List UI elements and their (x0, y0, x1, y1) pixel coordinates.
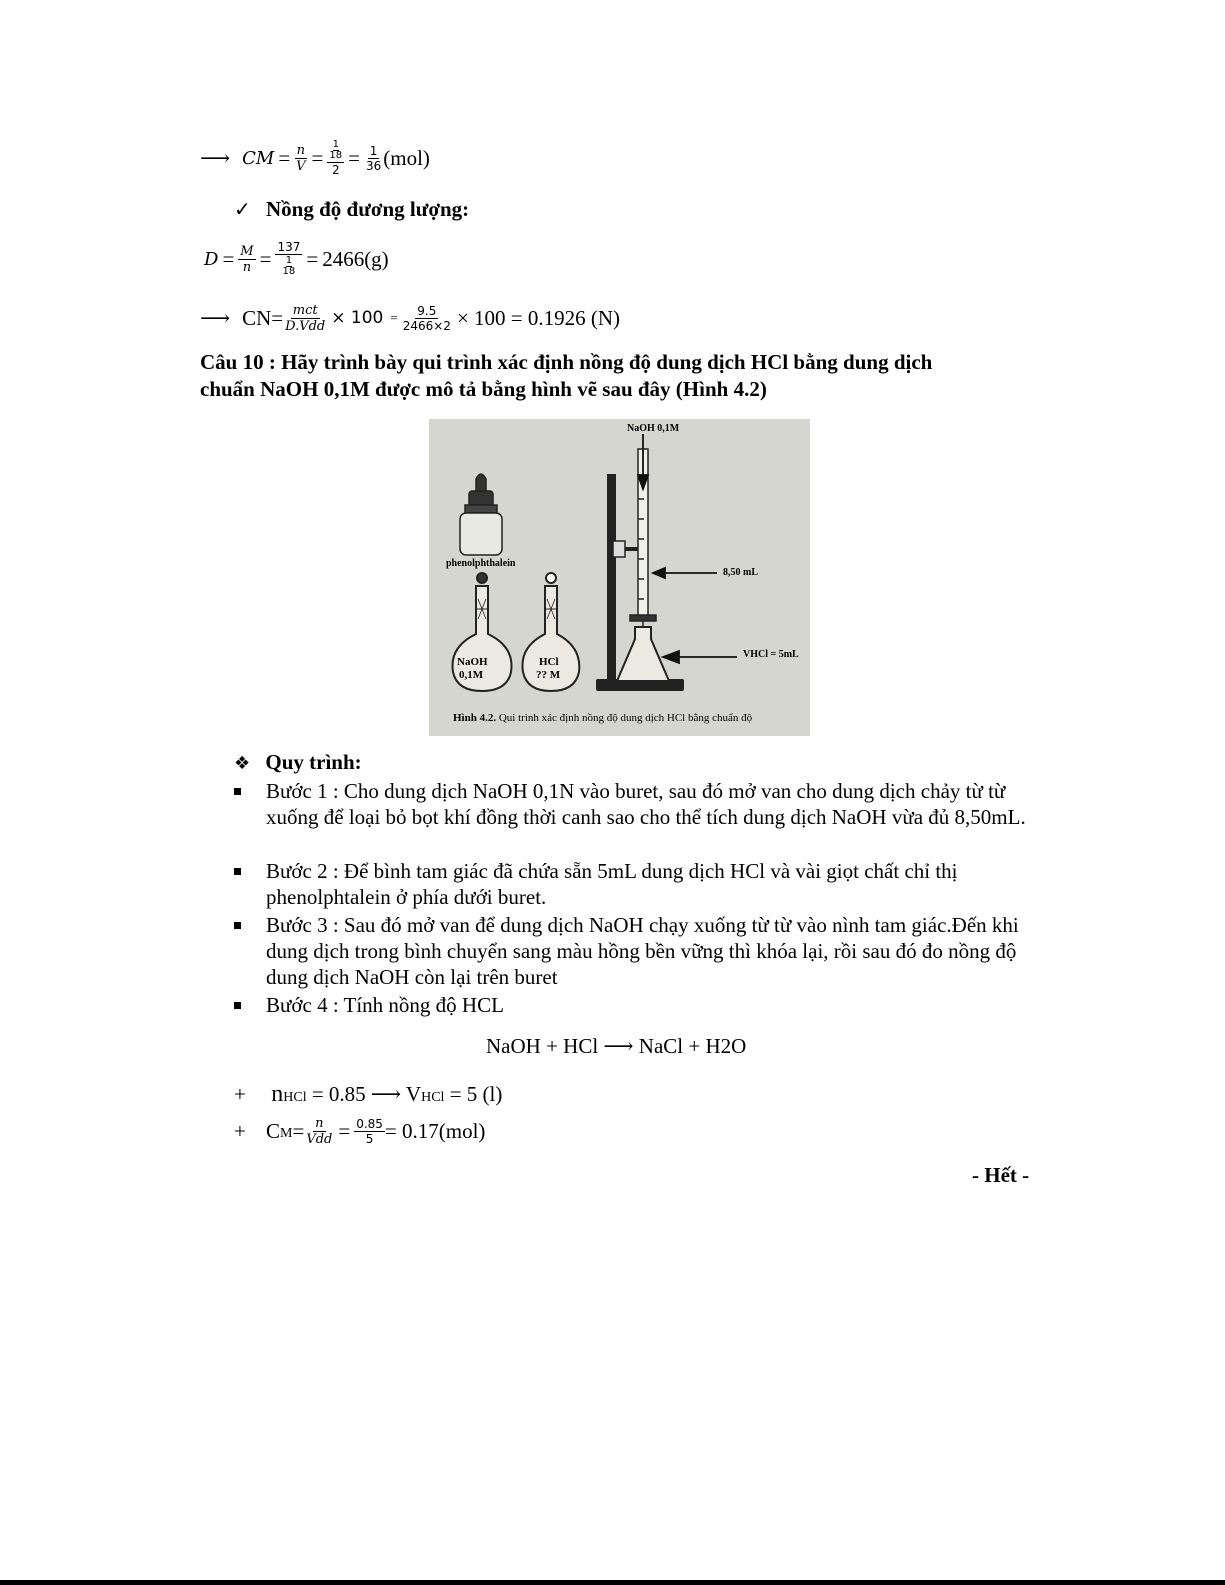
bullet-icon (234, 922, 241, 929)
diamond-icon: ❖ (234, 753, 251, 774)
fraction-137: 137 1 18 (277, 240, 301, 277)
end-mark: - Hết - (972, 1163, 1030, 1187)
label-flask2-l1: HCl (539, 656, 559, 668)
label-volume: 8,50 mL (723, 567, 758, 578)
question-10-line2: chuẩn NaOH 0,1M được mô tả bằng hình vẽ sau đây (Hình 4.2) (200, 377, 767, 401)
cm-formula: ⟶ CM = $\frac{n}{V}$ = 1 18 2 = $\frac{1}{36}$ (mol) (200, 139, 430, 177)
label-flask2-l2: ?? M (536, 669, 561, 681)
arrows (638, 434, 737, 663)
fraction-085-over-5: $\frac{0.85}{5}$ (356, 1116, 383, 1146)
label-flask1-l1: NaOH (457, 656, 488, 668)
reaction-equation: NaOH + HCl ⟶ NaCl + H2O (486, 1034, 747, 1058)
label-vhcl: VHCl = 5mL (743, 649, 799, 660)
page-bottom-border (0, 1580, 1225, 1585)
fraction-m-over-n: $\frac{M}{n}$ (240, 243, 254, 275)
fraction-compound: 1 18 2 (329, 139, 343, 177)
bullet-icon (234, 1002, 241, 1009)
step-4: Bước 4 : Tính nồng độ HCL (266, 993, 504, 1017)
fraction-9-5: $\frac{9.5}{2466\times 2}$ (402, 303, 451, 333)
bullet-icon (234, 788, 241, 795)
cn-formula: ⟶ CN= $\frac{\text{mct}}{\text{D.Vdd}}$ × 100 = $\frac{9.5}{2466\times 2}$ × 100 = 0.1926 (N) (200, 302, 621, 334)
fraction-n-over-v: $\frac{n}{V}$ (296, 142, 306, 174)
d-formula: D = $\frac{M}{n}$ = 137 1 18 = 2466(g) (204, 240, 389, 277)
label-naoh-top: NaOH 0,1M (627, 423, 680, 434)
equivalent-heading: ✓ Nồng độ đương lượng: (234, 197, 470, 221)
figure-titration (429, 419, 810, 736)
fraction-mct: $\frac{\text{mct}}{\text{D.Vdd}}$ (285, 302, 326, 334)
fraction-n-over-vdd: $\frac{n}{\text{Vdd}}$ (306, 1115, 333, 1147)
dropper-bottle-icon (460, 474, 502, 555)
figure-caption: Hình 4.2. Qui trình xác định nồng độ dung dịch HCl bằng chuẩn độ (453, 712, 753, 724)
erlenmeyer-flask-icon (617, 627, 669, 681)
cm-result-line: + C M = $\frac{n}{\text{Vdd}}$ = $\frac{0.85}{5}$ = 0.17(mol) (234, 1115, 486, 1147)
step-1: Bước 1 : Cho dung dịch NaOH 0,1N vào buret, sau đó mở van cho dung dịch chảy từ từ xuống để loại bỏ bọt khí đồng thời canh sao cho thể tích dung dịch NaOH vừa đủ 8,50mL. (266, 779, 1026, 829)
procedure-heading: ❖ Quy trình: (234, 750, 362, 774)
question-10-line1: Câu 10 : Hãy trình bày qui trình xác định nồng độ dung dịch HCl bằng dung dịch (200, 350, 933, 374)
arrow: ⟶ (200, 145, 231, 170)
step-2: Bước 2 : Để bình tam giác đã chứa sẵn 5mL dung dịch HCl và vài giọt chất chỉ thị phenolphtalein ở phía dưới buret. (266, 859, 958, 909)
bullet-icon (234, 868, 241, 875)
label-phenolphthalein: phenolphthalein (446, 558, 516, 569)
check-icon: ✓ (234, 197, 251, 221)
label-flask1-l2: 0,1M (459, 669, 484, 681)
step-3: Bước 3 : Sau đó mở van để dung dịch NaOH chạy xuống từ từ vào nình tam giác.Đến khi dung dịch trong bình chuyển sang màu hồng bền vững thì khóa lại, rồi sau đó đo nồng độ dung dịch NaOH còn lại trên buret (266, 913, 1019, 989)
fraction-1-over-36: $\frac{1}{36}$ (365, 143, 382, 173)
n-hcl-line: + nHCl = 0.85 ⟶ VHCl = 5 (l) (234, 1081, 503, 1107)
